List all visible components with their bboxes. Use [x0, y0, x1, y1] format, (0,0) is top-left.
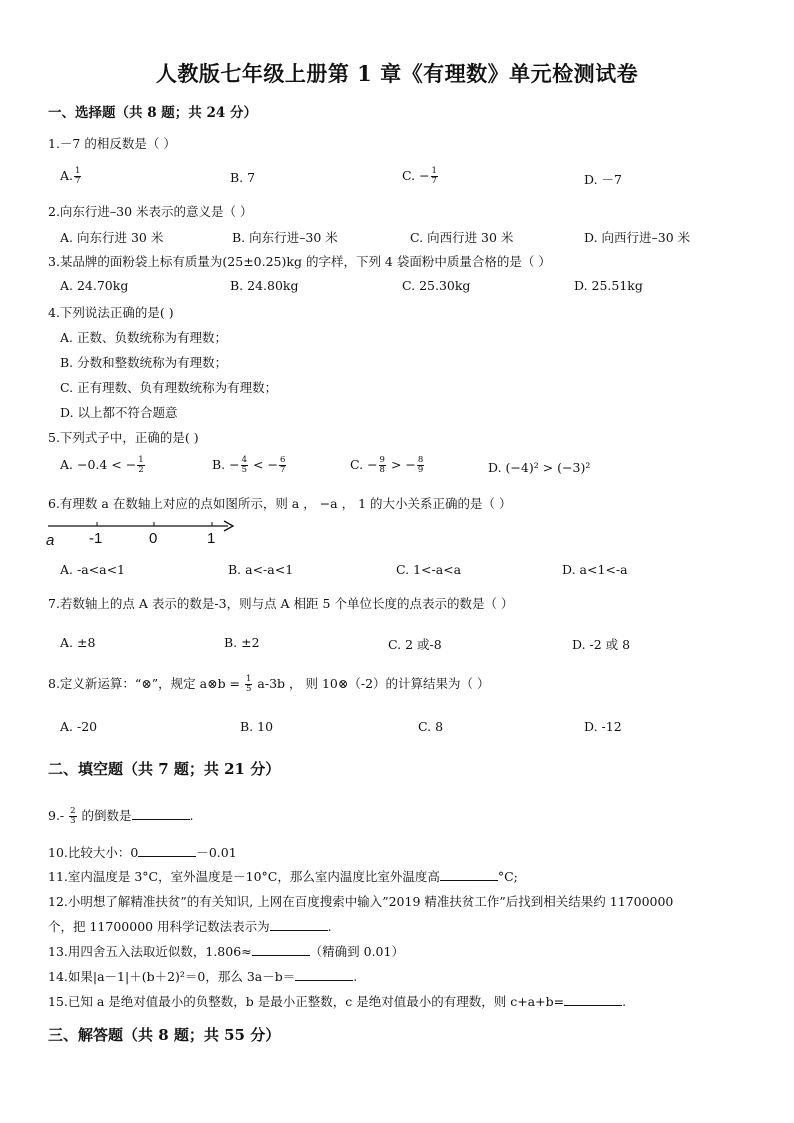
fraction: $\frac{1}{2}$: [138, 455, 144, 475]
q7-option-b: B. ±2: [224, 635, 260, 650]
answer-blank[interactable]: [132, 808, 190, 820]
question-1: 1.－7 的相反数是（ ）: [48, 136, 176, 151]
q2-option-c: C. 向西行进 30 米: [410, 230, 514, 245]
question-13: [48, 942, 404, 960]
q1-option-d: D. －7: [584, 172, 622, 187]
q4-option-d: D. 以上都不符合题意: [60, 405, 178, 420]
q3-option-c: C. 25.30kg: [402, 278, 471, 293]
answer-blank[interactable]: [440, 869, 498, 881]
answer-blank[interactable]: [270, 919, 328, 931]
fraction: $\frac{9}{8}$: [379, 455, 385, 475]
q3-option-b: B. 24.80kg: [230, 278, 299, 293]
stem-text: 11.室内温度是 3°C，室外温度是－10°C，那么室内温度比室外温度高: [48, 869, 440, 884]
question-10: [48, 843, 237, 861]
axis-label-minus-one: -1: [89, 530, 103, 547]
question-7: 7.若数轴上的点 A 表示的数是-3，则与点 A 相距 5 个单位长度的点表示的数是（ ）: [48, 596, 514, 611]
fraction: $\frac{1}{7}$: [75, 166, 81, 186]
q5-option-d: D. (−4)² > (−3)²: [488, 460, 591, 475]
stem-text: 15.已知 a 是绝对值最小的负整数，b 是最小正整数，c 是绝对值最小的有理数，则 c+a+b=: [48, 994, 565, 1009]
fraction: $\frac{1}{7}$: [431, 166, 437, 186]
q7-option-d: D. -2 或 8: [572, 637, 631, 652]
expr-text: A. −0.4 < −: [60, 457, 137, 472]
expr-text: > −: [386, 457, 416, 472]
question-8: [48, 674, 490, 694]
q7-option-a: A. ±8: [60, 635, 96, 650]
stem-text: a-3b ， 则 10⊗（-2）的计算结果为（ ）: [253, 676, 490, 691]
q8-option-c: C. 8: [418, 719, 444, 734]
option-label: C. −: [402, 168, 430, 183]
q1-option-b: B. 7: [230, 170, 256, 185]
stem-text: （精确到 0.01）: [309, 944, 404, 959]
fraction: $\frac{2}{3}$: [70, 806, 76, 826]
q4-option-b: B. 分数和整数统称为有理数；: [60, 355, 228, 370]
q8-option-a: A. -20: [60, 719, 98, 734]
answer-blank[interactable]: [138, 845, 196, 857]
axis-label-zero: 0: [149, 530, 158, 547]
expr-text: C. −: [350, 457, 378, 472]
stem-text: .: [622, 994, 627, 1009]
option-label: A.: [60, 168, 74, 183]
question-9: [48, 806, 194, 826]
question-11: [48, 867, 518, 885]
axis-label-a: a: [46, 532, 55, 549]
section-heading-solve: 三、解答题（共 8 题；共 55 分）: [48, 1026, 281, 1044]
answer-blank[interactable]: [564, 994, 622, 1006]
q3-option-a: A. 24.70kg: [60, 278, 129, 293]
question-12-line2: [48, 917, 332, 935]
stem-text: 10.比较大小：0: [48, 845, 139, 860]
question-3: 3.某品牌的面粉袋上标有质量为(25±0.25)kg 的字样，下列 4 袋面粉中质量合格的是（ ）: [48, 254, 551, 269]
question-6: 6.有理数 a 在数轴上对应的点如图所示，则 a ， −a ， 1 的大小关系正确的是（ ）: [48, 496, 512, 511]
stem-text: 8.定义新运算：“⊗”，规定 a⊗b =: [48, 676, 245, 691]
q6-option-a: A. -a<a<1: [60, 562, 126, 577]
q5-option-a: [60, 456, 146, 475]
q6-option-b: B. a<-a<1: [228, 562, 294, 577]
fraction: $\frac{8}{9}$: [417, 455, 424, 475]
q1-option-c: [402, 167, 439, 186]
q4-option-c: C. 正有理数、负有理数统称为有理数；: [60, 380, 278, 395]
question-14: [48, 967, 357, 985]
expr-text: < −: [249, 457, 278, 472]
q2-option-a: A. 向东行进 30 米: [60, 230, 164, 245]
q1-option-a: [60, 167, 82, 186]
q7-option-c: C. 2 或-8: [388, 637, 442, 652]
q2-option-d: D. 向西行进–30 米: [584, 230, 691, 245]
stem-text: .: [189, 808, 194, 823]
q6-option-d: D. a<1<-a: [562, 562, 628, 577]
question-2: 2.向东行进–30 米表示的意义是（ ）: [48, 204, 253, 219]
q8-option-b: B. 10: [240, 719, 274, 734]
question-15: [48, 992, 626, 1010]
section-heading-choice: 一、选择题（共 8 题；共 24 分）: [48, 105, 257, 121]
question-5: 5.下列式子中，正确的是( ): [48, 430, 199, 445]
section-heading-fill: 二、填空题（共 7 题；共 21 分）: [48, 760, 281, 778]
stem-text: .: [353, 969, 358, 984]
q6-option-c: C. 1<-a<a: [396, 562, 462, 577]
stem-text: °C;: [497, 869, 518, 884]
stem-text: .: [327, 919, 332, 934]
q3-option-d: D. 25.51kg: [574, 278, 643, 293]
question-4: 4.下列说法正确的是( ): [48, 305, 174, 320]
page-title: 人教版七年级上册第 1 章《有理数》单元检测试卷: [155, 61, 639, 86]
fraction: $\frac{4}{5}$: [241, 455, 248, 475]
q5-option-c: [350, 456, 425, 475]
q2-option-b: B. 向东行进–30 米: [232, 230, 338, 245]
stem-text: 个，把 11700000 用科学记数法表示为: [48, 919, 270, 934]
axis-label-one: 1: [207, 530, 216, 547]
stem-text: 13.用四舍五入法取近似数，1.806≈: [48, 944, 252, 959]
q4-option-a: A. 正数、负数统称为有理数；: [60, 330, 227, 345]
answer-blank[interactable]: [295, 969, 353, 981]
fraction: $\frac{6}{7}$: [279, 455, 286, 475]
stem-text: 9.-: [48, 808, 69, 823]
stem-text: －0.01: [196, 845, 237, 860]
answer-blank[interactable]: [252, 944, 310, 956]
q8-option-d: D. -12: [584, 719, 622, 734]
number-line: [46, 516, 246, 536]
stem-text: 的倒数是: [77, 808, 132, 823]
fraction: $\frac{1}{5}$: [246, 674, 252, 694]
question-12-line1: 12.小明想了解精准扶贫”的有关知识, 上网在百度搜索中输入”2019 精准扶贫工作”后找到相关结果约 11700000: [48, 894, 674, 909]
q5-option-b: [212, 456, 287, 475]
stem-text: 14.如果|a－1|＋(b＋2)²＝0，那么 3a－b＝: [48, 969, 296, 984]
expr-text: B. −: [212, 457, 240, 472]
